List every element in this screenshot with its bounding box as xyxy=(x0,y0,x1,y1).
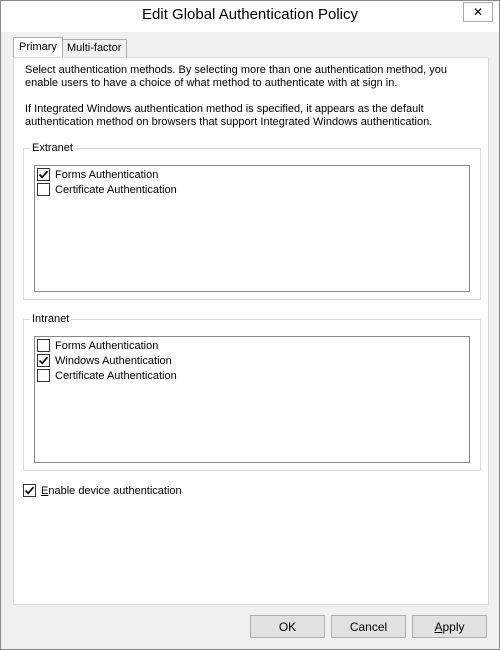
extranet-item-certificate[interactable] xyxy=(35,182,469,197)
forms-authentication-checkbox[interactable] xyxy=(37,168,50,181)
title-bar[interactable] xyxy=(1,1,499,32)
check-icon xyxy=(38,169,49,180)
forms-authentication-checkbox[interactable] xyxy=(37,339,50,352)
cancel-button[interactable] xyxy=(331,615,406,638)
extranet-group xyxy=(23,142,481,300)
device-auth-row[interactable] xyxy=(23,483,182,498)
intranet-label: Intranet xyxy=(32,313,70,325)
ok-button[interactable] xyxy=(250,615,325,638)
ok-label: OK xyxy=(278,619,297,634)
tab-multi-factor-label: Multi-factor xyxy=(67,42,122,54)
tab-primary-label: Primary xyxy=(19,41,57,53)
extranet-label: Extranet xyxy=(32,142,73,154)
item-label: Certificate Authentication xyxy=(55,369,177,382)
label-rest: nable device authentication xyxy=(48,484,182,497)
cancel-label: Cancel xyxy=(349,619,388,634)
item-label: Forms Authentication xyxy=(55,168,159,181)
close-icon: ✕ xyxy=(472,5,484,19)
close-button[interactable] xyxy=(463,2,493,22)
intro-paragraph-1: Select authentication methods. By selecting more than one authentication method, you enable users to have a choice of what method to authenticate with at sign in. xyxy=(25,64,447,89)
intro-paragraph-2: If Integrated Windows authentication method is specified, it appears as the default authentication method on browsers that support Integrated Windows authentication. xyxy=(25,103,433,128)
intro-text xyxy=(25,64,475,142)
intranet-item-windows[interactable] xyxy=(35,353,469,368)
intranet-item-forms[interactable] xyxy=(35,338,469,353)
label-rest: pply xyxy=(442,619,465,634)
enable-device-authentication-label xyxy=(41,485,182,497)
intranet-group xyxy=(23,313,481,471)
apply-label xyxy=(434,620,464,634)
check-icon xyxy=(38,355,49,366)
tab-multi-factor[interactable] xyxy=(61,39,127,57)
window-title: Edit Global Authentication Policy xyxy=(142,6,358,23)
item-label: Windows Authentication xyxy=(55,354,172,367)
item-label: Certificate Authentication xyxy=(55,183,177,196)
extranet-item-forms[interactable] xyxy=(35,167,469,182)
primary-tab-panel xyxy=(13,57,489,605)
extranet-listbox[interactable] xyxy=(34,165,470,292)
intranet-item-certificate[interactable] xyxy=(35,368,469,383)
certificate-authentication-checkbox[interactable] xyxy=(37,369,50,382)
accelerator-key: A xyxy=(434,619,443,634)
accelerator-key: E xyxy=(41,484,49,497)
certificate-authentication-checkbox[interactable] xyxy=(37,183,50,196)
item-label: Forms Authentication xyxy=(55,339,159,352)
apply-button[interactable] xyxy=(412,615,487,638)
tab-primary[interactable] xyxy=(13,37,63,57)
intranet-listbox[interactable] xyxy=(34,336,470,463)
enable-device-authentication-checkbox[interactable] xyxy=(23,484,36,497)
check-icon xyxy=(24,485,35,496)
windows-authentication-checkbox[interactable] xyxy=(37,354,50,367)
